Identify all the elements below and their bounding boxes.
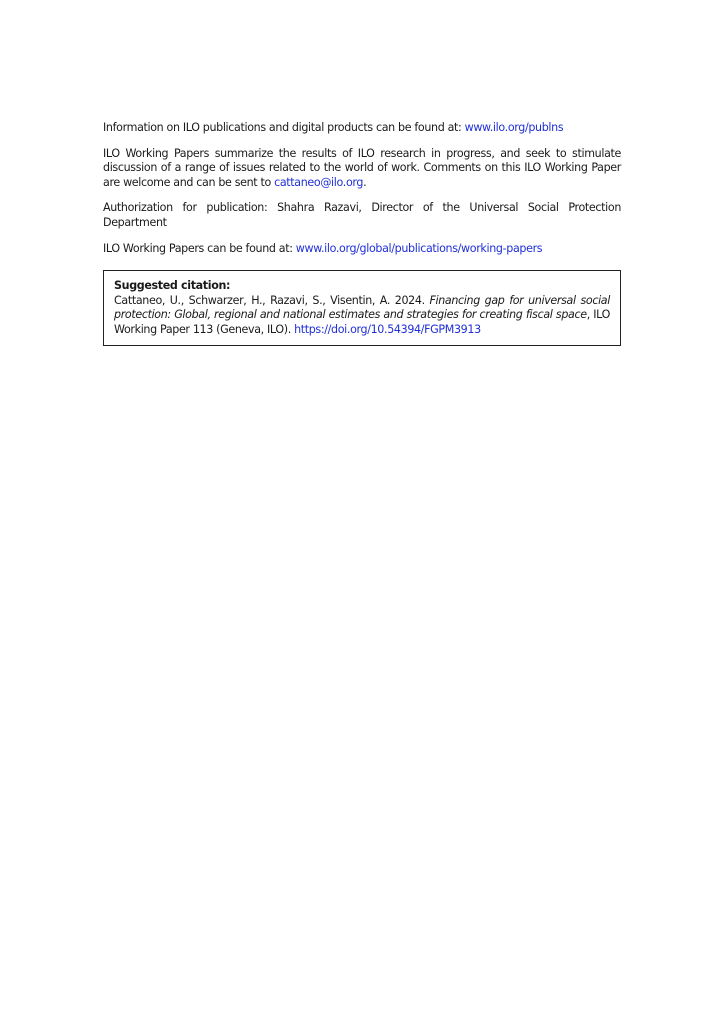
citation-series: , ILO Working Paper 113 (Geneva, ILO). [114, 308, 610, 336]
publications-info-text: Information on ILO publications and digital products can be found at: [103, 121, 465, 134]
suggested-citation-box [103, 270, 621, 345]
publications-info [103, 121, 621, 136]
working-papers-link[interactable]: www.ilo.org/global/publications/working-papers [295, 241, 543, 255]
citation-authors: Cattaneo, U., Schwarzer, H., Razavi, S., Visentin, A. 2024. [114, 293, 430, 307]
publications-link[interactable]: www.ilo.org/publns [464, 121, 564, 134]
citation-doi-link[interactable]: https://doi.org/10.54394/FGPM3913 [294, 322, 481, 336]
working-papers-text: ILO Working Papers summarize the results of ILO research in progress, and seek to stimulate discussion of a range of issues related to the world of work. Comments on this ILO Working Paper are welcome and can be sent to [103, 146, 621, 189]
working-papers-location [103, 242, 621, 257]
authorization-note: Authorization for publication: Shahra Razavi, Director of the Universal Social Protection Department [103, 201, 621, 229]
citation-title: Financing gap for universal social protection: Global, regional and national estimates and strategies for creating fiscal space [114, 293, 610, 322]
working-papers-end: . [363, 175, 367, 189]
citation-heading: Suggested citation: [114, 279, 231, 293]
contact-email-link[interactable]: cattaneo@ilo.org [274, 175, 364, 189]
working-papers-info [103, 147, 621, 191]
working-papers-location-text: ILO Working Papers can be found at: [103, 241, 296, 255]
document-page [103, 121, 621, 346]
